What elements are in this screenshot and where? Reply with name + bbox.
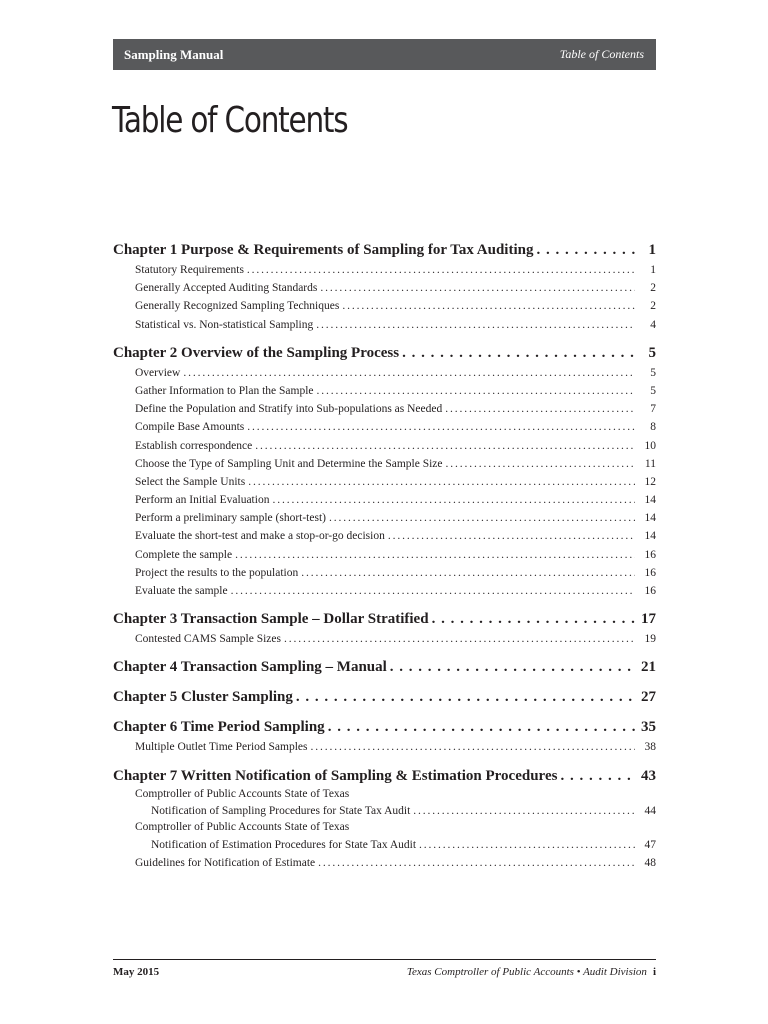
chapter-6	[113, 716, 656, 756]
dot-leader	[388, 527, 635, 545]
dot-leader	[318, 854, 635, 872]
chapter-6-entry[interactable]	[113, 716, 656, 738]
chapter-2	[113, 342, 656, 600]
page-number: 1	[648, 242, 656, 258]
page-number: 2	[650, 282, 656, 295]
section-heading-line: Comptroller of Public Accounts State of Texas	[135, 787, 350, 800]
dot-leader	[536, 239, 635, 261]
dot-leader	[560, 765, 635, 787]
chapter-5-entry[interactable]	[113, 686, 656, 708]
section-entry[interactable]	[113, 802, 656, 820]
page-number: 12	[644, 475, 656, 488]
chapter-title: Chapter 2 Overview of the Sampling Process	[113, 344, 400, 361]
page-number: 38	[644, 741, 656, 754]
dot-leader	[248, 473, 635, 491]
page-title: Table of Contents	[112, 100, 348, 141]
section-title: Statistical vs. Non-statistical Sampling	[135, 318, 314, 331]
dot-leader	[284, 630, 635, 648]
dot-leader	[247, 418, 635, 436]
section-entry[interactable]	[113, 382, 656, 400]
page-number: 43	[641, 767, 656, 784]
page-number: 14	[644, 530, 656, 543]
section-title: Evaluate the short-test and make a stop-or-go decision	[135, 530, 385, 543]
section-title: Establish correspondence	[135, 439, 253, 452]
section-title: Gather Information to Plan the Sample	[135, 384, 314, 397]
section-title: Project the results to the population	[135, 566, 299, 579]
header-section-title: Table of Contents	[559, 47, 644, 61]
dot-leader	[311, 738, 635, 756]
section-title: Perform a preliminary sample (short-test)	[135, 512, 326, 525]
dot-leader	[316, 316, 635, 334]
page-number: 16	[644, 548, 656, 561]
section-title: Generally Recognized Sampling Techniques	[135, 300, 340, 313]
section-title: Multiple Outlet Time Period Samples	[135, 741, 308, 754]
section-title: Generally Accepted Auditing Standards	[135, 282, 318, 295]
chapter-5	[113, 686, 656, 708]
dot-leader	[235, 546, 635, 564]
page-number: 35	[641, 719, 656, 736]
section-entry[interactable]	[113, 364, 656, 382]
chapter-7	[113, 765, 656, 873]
page-number: 7	[650, 403, 656, 416]
section-title: Perform an Initial Evaluation	[135, 494, 270, 507]
page-number: 47	[644, 838, 656, 851]
dot-leader	[390, 656, 635, 678]
page-number: 21	[641, 659, 656, 676]
section-entry[interactable]	[113, 509, 656, 527]
footer-divider	[113, 959, 656, 960]
footer-agency-line	[407, 966, 656, 978]
dot-leader	[328, 716, 635, 738]
chapter-title: Chapter 3 Transaction Sample – Dollar Stratified	[113, 611, 429, 628]
chapter-title: Chapter 1 Purpose & Requirements of Sampling for Tax Auditing	[113, 242, 534, 258]
section-title: Notification of Estimation Procedures for State Tax Audit	[151, 838, 417, 851]
page-number: 1	[650, 264, 656, 276]
page-number: 48	[644, 856, 656, 869]
section-entry[interactable]	[113, 418, 656, 436]
section-title: Contested CAMS Sample Sizes	[135, 633, 281, 646]
chapter-1-entry[interactable]	[113, 239, 656, 261]
section-title: Select the Sample Units	[135, 475, 246, 488]
section-heading-line: Comptroller of Public Accounts State of Texas	[135, 821, 350, 834]
dot-leader	[272, 491, 635, 509]
chapter-title: Chapter 7 Written Notification of Sampling & Estimation Procedures	[113, 767, 558, 784]
section-entry[interactable]	[113, 261, 656, 279]
section-entry[interactable]	[113, 400, 656, 418]
section-entry[interactable]	[113, 279, 656, 297]
chapter-title: Chapter 4 Transaction Sampling – Manual	[113, 659, 387, 676]
page-number: 5	[650, 366, 656, 379]
chapter-3-entry[interactable]	[113, 608, 656, 630]
chapter-7-entry[interactable]	[113, 765, 656, 787]
section-title: Define the Population and Stratify into Sub-populations as Needed	[135, 403, 443, 416]
page-number: 44	[644, 805, 656, 818]
chapter-1	[113, 239, 656, 334]
page-number: 5	[650, 384, 656, 397]
dot-leader	[255, 437, 635, 455]
chapter-title: Chapter 6 Time Period Sampling	[113, 719, 325, 736]
running-header	[113, 39, 656, 70]
section-title: Overview	[135, 366, 181, 379]
chapter-2-entry[interactable]	[113, 342, 656, 364]
page-number: 10	[644, 439, 656, 452]
header-manual-title: Sampling Manual	[124, 46, 224, 62]
page-number: 17	[641, 611, 656, 628]
section-title: Complete the sample	[135, 548, 233, 561]
chapter-4	[113, 656, 656, 678]
dot-leader	[446, 455, 635, 473]
page-number: 14	[644, 512, 656, 525]
dot-leader	[183, 364, 635, 382]
page-number: 19	[644, 633, 656, 646]
section-entry[interactable]	[113, 854, 656, 872]
chapter-4-entry[interactable]	[113, 656, 656, 678]
footer-page-number: i	[652, 966, 656, 978]
section-entry[interactable]	[113, 455, 656, 473]
dot-leader	[317, 382, 635, 400]
table-of-contents	[113, 239, 656, 880]
page-number: 5	[648, 344, 656, 361]
dot-leader	[432, 608, 635, 630]
page-number: 14	[644, 494, 656, 507]
page-number: 4	[650, 318, 656, 331]
footer-date: May 2015	[113, 966, 160, 978]
section-entry[interactable]	[113, 564, 656, 582]
section-title: Statutory Requirements	[135, 264, 244, 276]
section-entry[interactable]	[113, 473, 656, 491]
section-title: Compile Base Amounts	[135, 421, 245, 434]
page-number: 2	[650, 300, 656, 313]
dot-leader	[413, 802, 635, 820]
dot-leader	[247, 261, 635, 279]
page-number: 16	[644, 585, 656, 597]
dot-leader	[329, 509, 635, 527]
dot-leader	[342, 297, 635, 315]
chapter-title: Chapter 5 Cluster Sampling	[113, 689, 293, 706]
section-entry[interactable]	[113, 491, 656, 509]
section-entry[interactable]	[113, 836, 656, 854]
dot-leader	[301, 564, 635, 582]
section-entry[interactable]	[113, 582, 656, 600]
section-entry[interactable]	[113, 297, 656, 315]
section-entry[interactable]	[113, 738, 656, 756]
section-title: Guidelines for Notification of Estimate	[135, 856, 316, 869]
dot-leader	[419, 836, 635, 854]
page-number: 16	[644, 566, 656, 579]
dot-leader	[445, 400, 635, 418]
section-entry[interactable]	[113, 630, 656, 648]
section-entry[interactable]	[113, 546, 656, 564]
section-title: Choose the Type of Sampling Unit and Determine the Sample Size	[135, 457, 443, 470]
page-number: 11	[644, 457, 656, 470]
footer-agency: Texas Comptroller of Public Accounts • Audit Division	[406, 966, 647, 978]
page-number: 27	[641, 689, 656, 706]
dot-leader	[402, 342, 635, 364]
chapter-3	[113, 608, 656, 648]
page-number: 8	[650, 421, 656, 434]
dot-leader	[296, 686, 635, 708]
section-title: Evaluate the sample	[135, 585, 228, 597]
section-entry[interactable]	[113, 437, 656, 455]
section-title: Notification of Sampling Procedures for State Tax Audit	[151, 805, 411, 818]
dot-leader	[231, 582, 635, 600]
dot-leader	[320, 279, 635, 297]
section-entry[interactable]	[113, 316, 656, 334]
section-entry[interactable]	[113, 527, 656, 545]
